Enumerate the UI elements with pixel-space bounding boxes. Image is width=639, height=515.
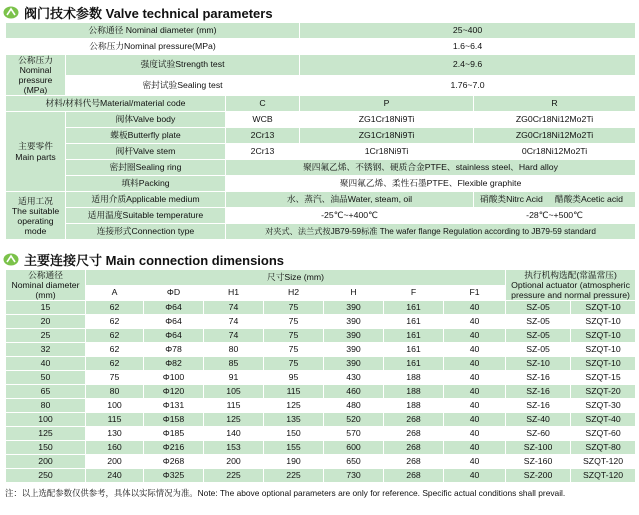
cell: 2Cr13 [226, 128, 300, 144]
table-row [6, 96, 636, 112]
table-cell: SZ-16 [506, 371, 571, 385]
header-size: 尺寸Size (mm) [86, 270, 506, 286]
table-cell: 135 [264, 413, 324, 427]
table-cell: 150 [264, 427, 324, 441]
table-cell: Φ185 [144, 427, 204, 441]
table-cell: 240 [86, 469, 144, 483]
param-label: 阀杆Valve stem [66, 144, 226, 160]
table-cell: Φ120 [144, 385, 204, 399]
column-header: F1 [444, 285, 506, 301]
table-row [6, 224, 636, 240]
table-cell: 480 [324, 399, 384, 413]
table-cell: SZ-160 [506, 455, 571, 469]
row-diameter: 100 [6, 413, 86, 427]
table-cell: Φ100 [144, 371, 204, 385]
table-cell: 161 [384, 343, 444, 357]
row-diameter: 15 [6, 301, 86, 315]
table-cell: 40 [444, 441, 506, 455]
table-cell: SZ-16 [506, 399, 571, 413]
table-cell: 160 [86, 441, 144, 455]
table-cell: SZ-60 [506, 427, 571, 441]
param-label: 强度试验Strength test [66, 55, 300, 76]
table-cell: 62 [86, 301, 144, 315]
param-label: 公称压力Nominal pressure(MPa) [6, 39, 300, 55]
main-parts-label: 主要零件 Main parts [6, 112, 66, 192]
table-cell: 390 [324, 329, 384, 343]
dimension-section-heading [0, 249, 639, 269]
table-cell: SZQT-10 [571, 329, 636, 343]
table-cell: SZQT-15 [571, 371, 636, 385]
pressure-group-label: 公称压力 Nominal pressure (MPa) [6, 55, 66, 96]
table-cell: 62 [86, 357, 144, 371]
table-cell: 268 [384, 441, 444, 455]
table-cell: 153 [204, 441, 264, 455]
table-cell: 730 [324, 469, 384, 483]
table-cell: SZQT-30 [571, 399, 636, 413]
table-cell: 268 [384, 455, 444, 469]
medium-r: 醋酸类Acetic acid [554, 194, 623, 204]
table-cell: SZ-05 [506, 315, 571, 329]
cell: ZG0Cr18Ni12Mo2Ti [474, 128, 636, 144]
header-nominal-diameter: 公称通径 Nominal diameter (mm) [6, 270, 86, 301]
cell: 聚四氟乙烯、柔性石墨PTFE、Flexible graphite [226, 176, 636, 192]
table-cell: 75 [264, 301, 324, 315]
logo-icon [3, 6, 19, 19]
row-diameter: 80 [6, 399, 86, 413]
table-row [6, 55, 636, 76]
cell: -28℃~+500℃ [474, 208, 636, 224]
param-label: 连接形式Connection type [66, 224, 226, 240]
table-cell: 188 [384, 371, 444, 385]
table-cell: SZQT-10 [571, 301, 636, 315]
cell: -25℃~+400℃ [226, 208, 474, 224]
table-cell: 225 [204, 469, 264, 483]
row-diameter: 25 [6, 329, 86, 343]
medium-p: 硝酸类Nitrc Acid [480, 194, 543, 204]
table-cell: 390 [324, 315, 384, 329]
param-label: 蝶板Butterfly plate [66, 128, 226, 144]
cell: 对夹式、法兰式按JB79-59标准 The wafer flange Regulation according to JB79-59 standard [226, 224, 636, 240]
material-code-r: R [474, 96, 636, 112]
table-cell: 40 [444, 399, 506, 413]
table-row [6, 413, 636, 427]
row-diameter: 20 [6, 315, 86, 329]
table-cell: Φ131 [144, 399, 204, 413]
cell: ZG1Cr18Ni9Ti [300, 128, 474, 144]
table-cell: 115 [204, 399, 264, 413]
table-cell: 125 [264, 399, 324, 413]
table-cell: SZQT-120 [571, 455, 636, 469]
table-row [6, 23, 636, 39]
column-header: H [324, 285, 384, 301]
table-row [6, 176, 636, 192]
column-header: ΦD [144, 285, 204, 301]
param-label: 填料Packing [66, 176, 226, 192]
table-cell: 40 [444, 315, 506, 329]
table-cell: SZQT-40 [571, 413, 636, 427]
cell: 聚四氟乙烯、不锈钢、硬质合金PTFE、stainless steel、Hard alloy [226, 160, 636, 176]
table-cell: 40 [444, 413, 506, 427]
table-cell: 40 [444, 469, 506, 483]
table-cell: 200 [86, 455, 144, 469]
dimensions-table [5, 269, 636, 483]
table-cell: 190 [264, 455, 324, 469]
param-label: 密封试验Sealing test [66, 75, 300, 96]
row-diameter: 50 [6, 371, 86, 385]
param-value: 2.4~9.6 [300, 55, 636, 76]
table-cell: Φ64 [144, 301, 204, 315]
material-code-c: C [226, 96, 300, 112]
param-label: 适用温度Suitable temperature [66, 208, 226, 224]
cell: 2Cr13 [226, 144, 300, 160]
cell: 0Cr18Ni12Mo2Ti [474, 144, 636, 160]
column-header: H2 [264, 285, 324, 301]
table-row [6, 455, 636, 469]
cell: 水、蒸汽、油品Water, steam, oil [226, 192, 474, 208]
table-row [6, 399, 636, 413]
footnote: 注：以上选配参数仅供参考，具体以实际情况为准。Note: The above optional parameters are only for reference. Specific actual conditions shall prevail. [5, 488, 566, 498]
table-cell: 40 [444, 357, 506, 371]
table-cell: Φ64 [144, 329, 204, 343]
material-code-p: P [300, 96, 474, 112]
dimension-section-title: 主要连接尺寸 Main connection dimensions [24, 252, 285, 268]
table-row [6, 343, 636, 357]
table-cell: SZ-10 [506, 357, 571, 371]
param-label: 公称通径 Nominal diameter (mm) [6, 23, 300, 39]
table-cell: 75 [264, 357, 324, 371]
table-cell: 74 [204, 329, 264, 343]
table-cell: 40 [444, 385, 506, 399]
cell: 1Cr18Ni9Ti [300, 144, 474, 160]
table-cell: 115 [264, 385, 324, 399]
logo-icon [3, 253, 19, 266]
table-cell: 75 [264, 343, 324, 357]
row-diameter: 150 [6, 441, 86, 455]
table-cell: SZ-200 [506, 469, 571, 483]
column-header: H1 [204, 285, 264, 301]
table-row [6, 329, 636, 343]
table-row [6, 75, 636, 96]
table-cell: 225 [264, 469, 324, 483]
table-cell: 650 [324, 455, 384, 469]
table-row [6, 441, 636, 455]
table-cell: 161 [384, 357, 444, 371]
table-cell: 91 [204, 371, 264, 385]
cell: ZG1Cr18Ni9Ti [300, 112, 474, 128]
table-cell: SZ-16 [506, 385, 571, 399]
param-value: 1.6~6.4 [300, 39, 636, 55]
dimensions-body [6, 301, 636, 483]
table-cell: SZ-100 [506, 441, 571, 455]
row-diameter: 40 [6, 357, 86, 371]
table-cell: 600 [324, 441, 384, 455]
row-diameter: 32 [6, 343, 86, 357]
table-cell: 62 [86, 343, 144, 357]
table-cell: 140 [204, 427, 264, 441]
table-cell: SZQT-10 [571, 357, 636, 371]
table-row [6, 112, 636, 128]
table-cell: Φ64 [144, 315, 204, 329]
table-cell: Φ158 [144, 413, 204, 427]
table-cell: SZQT-10 [571, 343, 636, 357]
table-cell: 95 [264, 371, 324, 385]
cell [474, 192, 636, 208]
cell: WCB [226, 112, 300, 128]
table-row [6, 385, 636, 399]
param-label: 材料/材料代号Material/material code [6, 96, 226, 112]
table-row [6, 208, 636, 224]
table-cell: Φ216 [144, 441, 204, 455]
row-diameter: 200 [6, 455, 86, 469]
table-cell: SZ-05 [506, 343, 571, 357]
table-row [6, 301, 636, 315]
table-row [6, 144, 636, 160]
table-cell: 40 [444, 427, 506, 441]
table-cell: 75 [264, 315, 324, 329]
table-cell: 80 [204, 343, 264, 357]
table-cell: 130 [86, 427, 144, 441]
table-cell: 100 [86, 399, 144, 413]
table-cell: 460 [324, 385, 384, 399]
table-cell: 188 [384, 385, 444, 399]
table-cell: 80 [86, 385, 144, 399]
table-cell: SZ-05 [506, 329, 571, 343]
column-header: A [86, 285, 144, 301]
table-cell: 62 [86, 315, 144, 329]
table-cell: 74 [204, 315, 264, 329]
table-cell: 155 [264, 441, 324, 455]
param-label: 密封圈Sealing ring [66, 160, 226, 176]
operating-mode-label: 适用工况 The suitable operating mode [6, 192, 66, 240]
table-cell: 268 [384, 413, 444, 427]
table-row [6, 192, 636, 208]
table-cell: 200 [204, 455, 264, 469]
table-cell: SZ-40 [506, 413, 571, 427]
table-cell: 105 [204, 385, 264, 399]
table-cell: 161 [384, 315, 444, 329]
table-row [6, 160, 636, 176]
table-cell: SZQT-20 [571, 385, 636, 399]
table-cell: 188 [384, 399, 444, 413]
table-cell: 40 [444, 301, 506, 315]
table-cell: 161 [384, 329, 444, 343]
table-cell: 390 [324, 301, 384, 315]
valve-section-title: 阀门技术参数 Valve technical parameters [24, 5, 273, 21]
table-cell: 570 [324, 427, 384, 441]
table-row [6, 371, 636, 385]
table-cell: 40 [444, 329, 506, 343]
table-row [6, 39, 636, 55]
header-actuator: 执行机构选配(常温常压) Optional actuator (atmospheric pressure and normal pressure) [506, 270, 636, 301]
table-cell: Φ82 [144, 357, 204, 371]
table-cell: SZ-05 [506, 301, 571, 315]
table-cell: 115 [86, 413, 144, 427]
table-cell: SZQT-120 [571, 469, 636, 483]
param-label: 适用介质Applicable medium [66, 192, 226, 208]
row-diameter: 125 [6, 427, 86, 441]
valve-parameters-table [5, 22, 636, 240]
table-row [6, 315, 636, 329]
table-cell: 74 [204, 301, 264, 315]
table-cell: Φ78 [144, 343, 204, 357]
table-cell: SZQT-10 [571, 315, 636, 329]
table-cell: 75 [86, 371, 144, 385]
table-cell: 40 [444, 455, 506, 469]
table-cell: 62 [86, 329, 144, 343]
table-cell: 390 [324, 357, 384, 371]
table-cell: 520 [324, 413, 384, 427]
table-cell: 430 [324, 371, 384, 385]
table-cell: 390 [324, 343, 384, 357]
valve-section-heading [0, 2, 639, 22]
row-diameter: 250 [6, 469, 86, 483]
param-label: 阀体Valve body [66, 112, 226, 128]
param-value: 25~400 [300, 23, 636, 39]
table-cell: 75 [264, 329, 324, 343]
table-row [6, 128, 636, 144]
param-value: 1.76~7.0 [300, 75, 636, 96]
table-row [6, 427, 636, 441]
column-header: F [384, 285, 444, 301]
table-row [6, 357, 636, 371]
table-row [6, 469, 636, 483]
table-cell: 85 [204, 357, 264, 371]
table-cell: SZQT-80 [571, 441, 636, 455]
table-cell: 125 [204, 413, 264, 427]
table-cell: Φ268 [144, 455, 204, 469]
table-cell: 40 [444, 371, 506, 385]
table-cell: 268 [384, 427, 444, 441]
table-cell: 161 [384, 301, 444, 315]
row-diameter: 65 [6, 385, 86, 399]
table-cell: 268 [384, 469, 444, 483]
table-cell: SZQT-60 [571, 427, 636, 441]
cell: ZG0Cr18Ni12Mo2Ti [474, 112, 636, 128]
table-cell: 40 [444, 343, 506, 357]
table-cell: Φ325 [144, 469, 204, 483]
header-row [6, 270, 636, 286]
